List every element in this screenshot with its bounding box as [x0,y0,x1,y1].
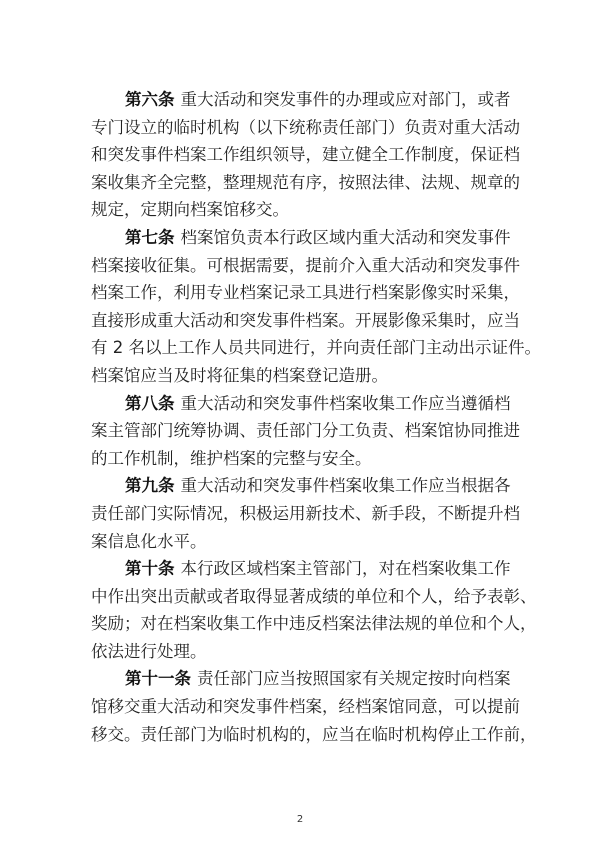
article-paragraph [91,665,537,748]
line-text: 的工作机制，维护档案的完整与安全。 [91,448,372,468]
article-heading: 第九条 [125,476,175,496]
line-text: 规定，定期向档案馆移交。 [91,200,289,220]
text-line [91,114,520,142]
line-text: 责任部门应当按照国家有关规定按时向档案 [197,669,511,689]
article-paragraph [91,390,520,473]
text-line [91,141,520,169]
line-text: 有 2 名以上工作人员共同进行，并向责任部门主动出示证件。 [91,338,541,358]
text-line [91,279,520,307]
text-line [91,169,520,197]
line-text: 档案工作，利用专业档案记录工具进行档案影像实时采集， [91,283,520,303]
line-text: 重大活动和突发事件的办理或应对部门，或者 [180,90,511,109]
article-paragraph [91,555,537,665]
text-line [91,334,541,362]
article-paragraph [91,472,520,555]
line-text: 责任部门实际情况，积极运用新技术、新手段，不断提升档 [91,503,520,523]
article-heading: 第七条 [125,227,175,247]
text-line [91,638,509,666]
line-text: 和突发事件档案工作组织领导，建立健全工作制度，保证档 [91,145,520,165]
article-heading: 第八条 [125,393,175,413]
text-line [91,86,509,114]
line-text: 案收集齐全完整，整理规范有序，按照法律、法规、规章的 [91,172,520,192]
text-line [91,472,509,500]
line-text: 档案接收征集。可根据需要，提前介入重大活动和突发事件 [91,255,520,275]
document-body [91,86,541,748]
line-text: 档案馆负责本行政区域内重大活动和突发事件 [180,227,511,247]
line-text: 移交。责任部门为临时机构的，应当在临时机构停止工作前， [91,724,537,744]
article-heading: 第十一条 [125,669,191,689]
page-number: 2 [296,814,304,825]
text-line [91,721,537,749]
text-line [91,307,520,335]
article-paragraph [91,86,520,224]
text-line [91,693,520,721]
text-line [91,362,509,390]
line-text: 本行政区域档案主管部门，对在档案收集工作 [180,559,511,579]
line-text: 中作出突出贡献或者取得显著成绩的单位和个人，给予表彰、 [91,586,537,606]
text-line [91,196,509,224]
line-text: 重大活动和突发事件档案收集工作应当遵循档 [180,393,511,413]
line-text: 重大活动和突发事件档案收集工作应当根据各 [180,476,511,496]
article-paragraph [91,224,541,390]
text-line [91,252,520,280]
line-text: 奖励；对在档案收集工作中违反档案法律法规的单位和个人， [91,614,537,634]
text-line [91,417,520,445]
text-line [91,555,509,583]
article-heading: 第六条 [125,90,175,109]
text-line [91,445,509,473]
text-line [91,390,509,418]
text-line [91,583,537,611]
text-line [91,224,509,252]
line-text: 依法进行处理。 [91,641,207,661]
text-line [91,665,509,693]
line-text: 直接形成重大活动和突发事件档案。开展影像采集时，应当 [91,310,520,330]
line-text: 馆移交重大活动和突发事件档案，经档案馆同意，可以提前 [91,697,520,717]
line-text: 专门设立的临时机构（以下统称责任部门）负责对重大活动 [91,117,520,137]
text-line [91,500,520,528]
article-heading: 第十条 [125,559,175,579]
line-text: 案主管部门统筹协调、责任部门分工负责、档案馆协同推进 [91,421,520,441]
text-line [91,528,509,556]
text-line [91,610,537,638]
line-text: 案信息化水平。 [91,531,207,551]
line-text: 档案馆应当及时将征集的档案登记造册。 [91,365,388,385]
